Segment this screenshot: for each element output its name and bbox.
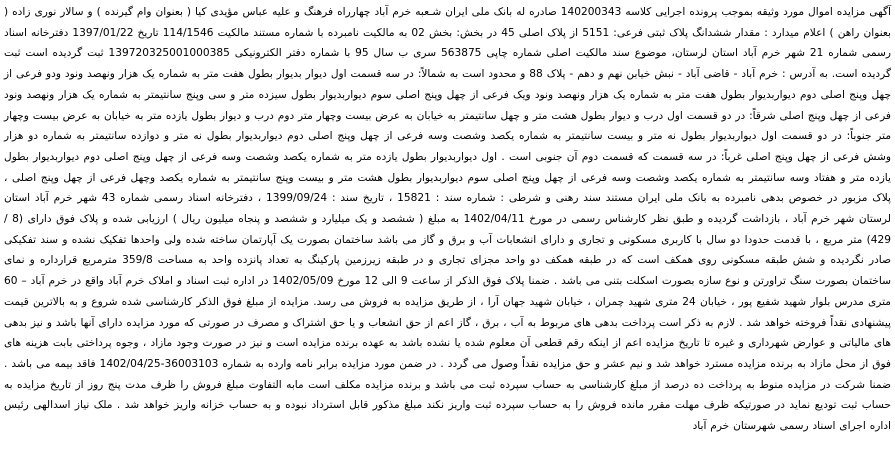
auction-notice-text: آگهی مزایده اموال مورد وثیقه بموجب پرونده اجرایی کلاسه 140200343 صادره له بانک ملی ایران شـعبه خرم آباد چهارراه فرهنگ و علیه عباس مؤیدی کیا ( بعنوان وام گیرنده ) و سالار نوری زاده ( بعنوان راهن ) اعلام میدارد : مقدار ششدانگ پلاک ثبتی فرعی: 5151 از پلاک اصلی 45 در بخش: بخش 02 به مالکیت نامبرده با شماره مستند مالکیت 114/1546 تاریخ 1397/01/22 دفترخانه اسناد رسمی شماره 21 شهر خرم آباد استان لرستان، موضوع سند مالکیت اصلی شماره چاپی 563875 سری ب سال 95 با شماره دفتر الکترونیکی 139720325001000385 ثبت گردیده است ثبت گردیده است. به آدرس : خرم آباد - قاضی آباد - نبش خیابن نهم و دهم - پلاک 88 و محدود است به شمالاً: در سه قسمت اول دیوار بدیوار بطول هفت متر به شماره یک هزار ونهصد ونود ودو فرعی از چهل وپنج اصلی دوم دیواربدیوار بطول هفت متر به شماره یک هزار ونهصد ونود ویک فرعی از چهل وپنج اصلی سوم دیواربدیوار بطول سیزده متر و سی وپنج سانتیمتر به شماره یک هزار ونهصد ونود فرعی از چهل وپنج اصلی شرقاً: در دو قسمت اول درب و دیوار بطول هشت متر و چهل سانتیمتر به خیابان به عرض بیست وچهار متر دوم درب و دیوار بطول یازده متر به خیابان به عرض بیست وچهار متر جنوباً: در دو قسمت اول دیواربدیوار بطول نه متر و بیست سانتیمتر به شماره یکصد وشصت وسه فرعی از چهل وپنج اصلی دوم دیواربدیوار بطول نه متر و دوازده سانتیمتر به شماره دو هزار وشش فرعی از چهل وپنج اصلی غرباً: در سه قسمت که قسمت دوم آن جنوبی است . اول دیواربدیوار بطول یازده متر به شماره یکصد وشصت وسه فرعی از چهل وپنج اصلی دوم دیواربدیوار بطول یازده متر و هفتاد وسه سانتیمتر به شماره یکصد وشصت وسه فرعی از چهل وپنج اصلی سوم دیواربدیوار بطول هشت متر و بیست وپنج سانتیمتر به شماره یکصد وچهل فرعی از چهل وپنج اصلی ، پلاک مزبور در خصوص بدهی نامبرده به بانک ملی ایران مستند سند رهنی و شرطی : شماره سند : 15821 ، تاریخ سند : 1399/09/24 ، دفترخانه اسناد رسمی شماره 43 شهر خرم آباد استان لرستان شهر خرم آباد ، بازداشت گردیده و طبق نظر کارشناس رسمی در مورخ 1402/04/11 به مبلغ ( ششصد و یک میلیارد و ششصد و پنجاه میلیون ریال ) ارزیابی شده و پلاک فوق دارای (8 / 429) متر مربع ، با قدمت حدودا دو سال با کاربری مسکونی و تجاری و دارای انشعابات آب و برق و گاز می باشد ساختمان بصورت یک آپارتمان ساخته شده ولی واحدها تفکیک نشده و سند تفکیکی صادر نگردیده و شش طبقه مسکونی روی همکف است که در طبقه همکف دو واحد مجزای تجاری و در طبقه زیرزمین پارکینگ به تعداد پانزده واحد به مساحت 359/8 مترمربع قرارداره و نمای ساختمان بصورت سنگ تراورتن و نوع سازه بصورت اسکلت بتنی می باشد . ضمنا پلاک فوق الذکر از ساعت 9 الی 12 مورخ 1402/05/09 در اداره ثبت اسناد و املاک خرم آباد واقع در خرم آباد – 60 متری مدرس بلوار شهید شفیع پور ، خیابان 24 متری شهید چمران ، خیابان شهید جهان آرا ، از طریق مزایده به فروش می رسد. مزایده از مبلغ فوق الذکر کارشناسی شده شروع و به بالاترین قیمت پیشنهادی نقداً فروخته خواهد شد . لازم به ذکر است پرداخت بدهی های مربوط به آب ، برق ، گاز اعم از حق انشعاب و یا حق اشتراک و مصرف در صورتی که مورد مزایده دارای آنها باشد و نیز بدهی های مالیاتی و عوارض شهرداری و غیره تا تاریخ مزایده اعم از اینکه رقم قطعی آن معلوم شده یا نشده باشد به عهده برنده مزایده است و نیز در صورت وجود مازاد ، وجوه پرداختی بابت هزینه های فوق از محل مازاد به برنده مزایده مسترد خواهد شد و نیم عشر و حق مزایده نقداً وصول می گردد . در ضمن مورد مزایده برابر نامه وارده به شماره 36003103-1402/04/25 فاقد بیمه می باشد . ضمنا شرکت در مزایده منوط به پرداخت ده درصد از مبلغ کارشناسی به حساب سپرده ثبت می باشد و برنده مزایده مکلف است مابه التفاوت مبلغ فروش را ظرف مدت پنج روز از تاریخ مزایده به حساب ثبت تودیع نماید در صورتیکه ظرف مهلت مقرر مانده فروش را به حساب سپرده ثبت واریز نکند مبلغ مذکور قابل استرداد نبوده و به حساب خزانه واریز خواهد شد . ملک نیاز اسدالهی رئیس اداره اجرای اسناد رسمی شهرستان خرم آباد bbox=[4, 6, 892, 433]
